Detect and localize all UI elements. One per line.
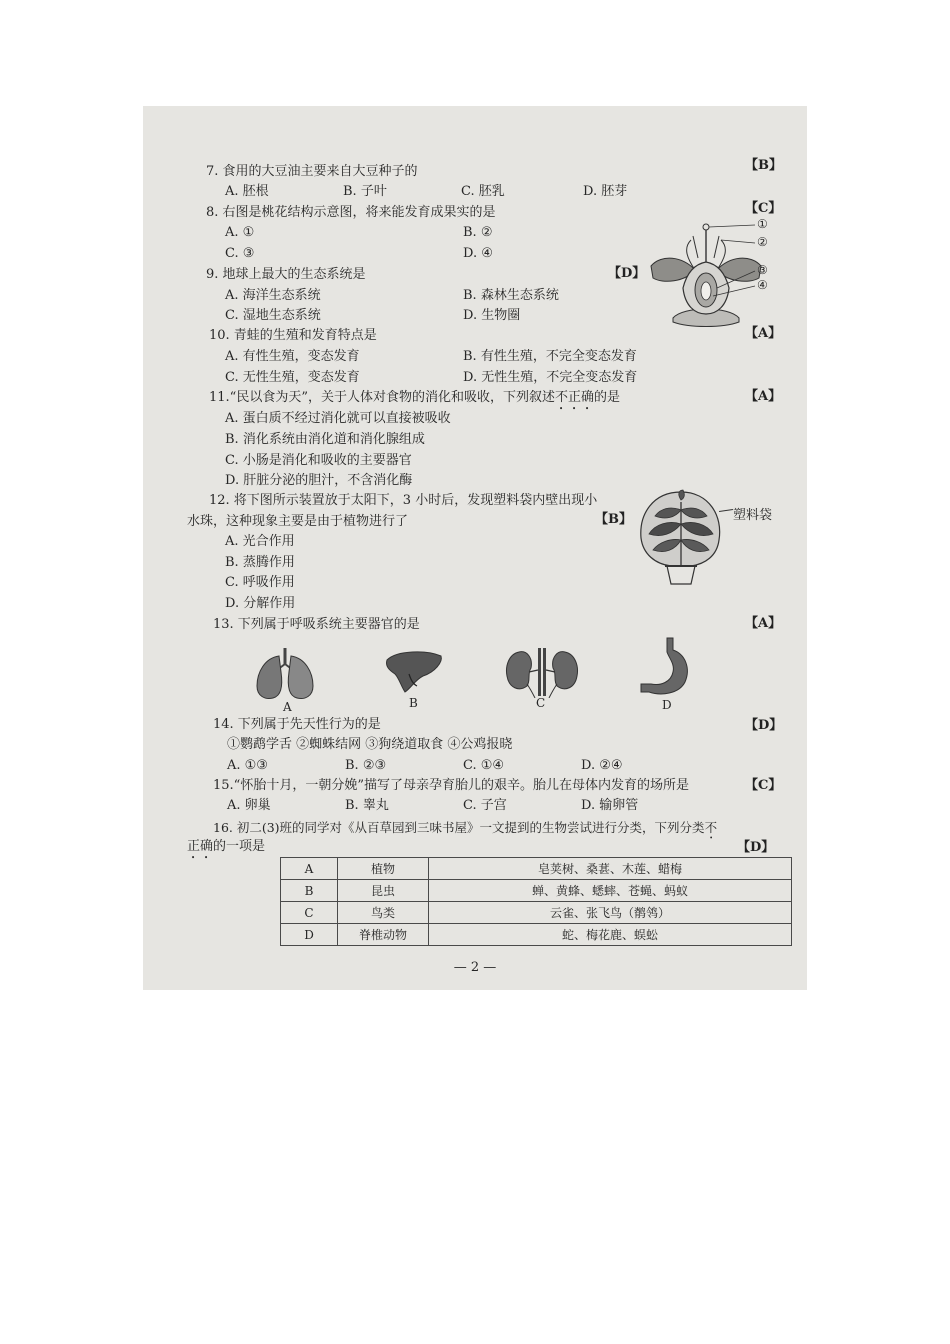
table-cell: D xyxy=(281,924,338,946)
lungs-drawing xyxy=(253,646,317,702)
q16-stem-post: 的一项是 xyxy=(213,839,266,854)
q8-option-c: C. ③ xyxy=(225,246,255,261)
q14-option-c: C. ①④ xyxy=(463,758,505,773)
q13-stem: 13. 下列属于呼吸系统主要器官的是 xyxy=(213,617,420,632)
flower-label-3: ③ xyxy=(757,263,768,277)
plastic-bag-label: 塑料袋 xyxy=(733,508,773,523)
q14-items: ①鹦鹉学舌 ②蜘蛛结网 ③狗绕道取食 ④公鸡报晓 xyxy=(227,737,513,752)
q14-stem: 14. 下列属于先天性行为的是 xyxy=(213,717,381,732)
q12-answer: 【B】 xyxy=(595,512,632,527)
q16-stem-emphasis-2: 正确 xyxy=(187,839,214,854)
page-number: — 2 — xyxy=(453,960,497,975)
organ-label-b: B xyxy=(409,696,418,710)
q12-option-d: D. 分解作用 xyxy=(225,596,296,611)
q16-stem-emphasis-1: 不 xyxy=(704,820,718,835)
q7-option-b: B. 子叶 xyxy=(343,184,387,199)
q7-option-a: A. 胚根 xyxy=(225,184,269,199)
q11-stem-post: 的是 xyxy=(593,390,620,405)
flower-label-1: ① xyxy=(757,217,768,231)
organ-label-a: A xyxy=(283,700,292,714)
classification-table xyxy=(280,857,792,946)
stomach-drawing xyxy=(637,636,693,700)
q9-stem: 9. 地球上最大的生态系统是 xyxy=(206,267,366,282)
lungs-figure xyxy=(253,646,317,702)
q15-answer: 【C】 xyxy=(745,778,782,793)
organ-label-c: C xyxy=(536,696,546,710)
q10-answer: 【A】 xyxy=(745,326,782,341)
q11-stem-pre: 11.“民以食为天”，关于人体对食物的消化和吸收，下列叙述 xyxy=(209,390,555,405)
table-cell: 昆虫 xyxy=(338,880,429,902)
table-row xyxy=(281,902,792,924)
table-cell: B xyxy=(281,880,338,902)
q11-stem-emphasis: 不正确 xyxy=(554,390,594,405)
q16-stem-line2 xyxy=(187,839,265,862)
table-cell: 蛇、梅花鹿、蜈蚣 xyxy=(429,924,792,946)
q10-stem: 10. 青蛙的生殖和发育特点是 xyxy=(209,328,377,343)
q15-stem: 15.“怀胎十月，一朝分娩”描写了母亲孕育胎儿的艰辛。胎儿在母体内发育的场所是 xyxy=(213,778,689,793)
q10-option-b: B. 有性生殖，不完全变态发育 xyxy=(463,349,637,364)
q11-stem xyxy=(209,390,620,413)
stomach-figure xyxy=(637,636,693,700)
kidneys-figure xyxy=(505,646,579,698)
q9-option-a: A. 海洋生态系统 xyxy=(225,288,321,303)
q14-option-a: A. ①③ xyxy=(227,758,268,773)
q8-stem: 8. 右图是桃花结构示意图，将来能发育成果实的是 xyxy=(206,205,496,220)
q9-option-d: D. 生物圈 xyxy=(463,308,521,323)
q15-option-a: A. 卵巢 xyxy=(227,798,271,813)
q11-option-a: A. 蛋白质不经过消化就可以直接被吸收 xyxy=(225,411,451,426)
q8-answer: 【C】 xyxy=(745,201,782,216)
q16-answer: 【D】 xyxy=(737,840,775,855)
q10-option-a: A. 有性生殖，变态发育 xyxy=(225,349,360,364)
q12-option-a: A. 光合作用 xyxy=(225,534,295,549)
q8-option-a: A. ① xyxy=(225,225,255,240)
q9-option-b: B. 森林生态系统 xyxy=(463,288,559,303)
q8-option-d: D. ④ xyxy=(463,246,493,261)
q11-answer: 【A】 xyxy=(745,389,782,404)
q8-option-b: B. ② xyxy=(463,225,493,240)
q12-option-c: C. 呼吸作用 xyxy=(225,575,295,590)
q11-option-b: B. 消化系统由消化道和消化腺组成 xyxy=(225,432,425,447)
q16-stem-line1 xyxy=(213,820,717,842)
q14-option-d: D. ②④ xyxy=(581,758,623,773)
table-cell: 植物 xyxy=(338,858,429,880)
potted-plant-bag-figure xyxy=(631,488,781,588)
q16-stem-text: 16. 初二(3)班的同学对《从百草园到三味书屋》一文提到的生物尝试进行分类，下列分类 xyxy=(213,820,705,835)
q7-answer: 【B】 xyxy=(745,158,782,173)
q9-answer: 【D】 xyxy=(608,266,646,281)
q12-option-b: B. 蒸腾作用 xyxy=(225,555,295,570)
q11-option-d: D. 肝脏分泌的胆汁，不含消化酶 xyxy=(225,473,413,488)
organ-label-d: D xyxy=(662,698,672,712)
q15-option-d: D. 输卵管 xyxy=(581,798,639,813)
q7-option-c: C. 胚乳 xyxy=(461,184,505,199)
table-cell: 皂荚树、桑葚、木莲、蜡梅 xyxy=(429,858,792,880)
q10-option-c: C. 无性生殖，变态发育 xyxy=(225,370,360,385)
q11-option-c: C. 小肠是消化和吸收的主要器官 xyxy=(225,453,412,468)
table-cell: 鸟类 xyxy=(338,902,429,924)
q7-option-d: D. 胚芽 xyxy=(583,184,628,199)
table-cell: A xyxy=(281,858,338,880)
q12-stem-line1: 12. 将下图所示装置放于太阳下，3 小时后，发现塑料袋内壁出现小 xyxy=(209,493,598,508)
q7-stem: 7. 食用的大豆油主要来自大豆种子的 xyxy=(206,164,418,179)
table-row xyxy=(281,858,792,880)
q12-stem-line2: 水珠，这种现象主要是由于植物进行了 xyxy=(187,514,409,529)
kidneys-drawing xyxy=(505,646,579,698)
flower-label-4: ④ xyxy=(757,278,768,292)
q10-option-d: D. 无性生殖，不完全变态发育 xyxy=(463,370,638,385)
table-cell: 蝉、黄蜂、蟋蟀、苍蝇、蚂蚁 xyxy=(429,880,792,902)
q15-option-c: C. 子宫 xyxy=(463,798,507,813)
table-cell: 脊椎动物 xyxy=(338,924,429,946)
q15-option-b: B. 睾丸 xyxy=(345,798,389,813)
q13-answer: 【A】 xyxy=(745,616,782,631)
flower-label-2: ② xyxy=(757,235,768,249)
q9-option-c: C. 湿地生态系统 xyxy=(225,308,321,323)
peach-flower-drawing xyxy=(643,218,773,330)
potted-plant-drawing xyxy=(631,488,731,588)
table-cell: C xyxy=(281,902,338,924)
liver-figure xyxy=(383,646,445,696)
exam-page-photo xyxy=(143,106,807,990)
liver-drawing xyxy=(383,646,445,696)
q14-option-b: B. ②③ xyxy=(345,758,387,773)
q14-answer: 【D】 xyxy=(745,718,783,733)
table-cell: 云雀、张飞鸟（鹡鸰） xyxy=(429,902,792,924)
peach-flower-diagram xyxy=(643,218,773,330)
table-row xyxy=(281,880,792,902)
table-row xyxy=(281,924,792,946)
